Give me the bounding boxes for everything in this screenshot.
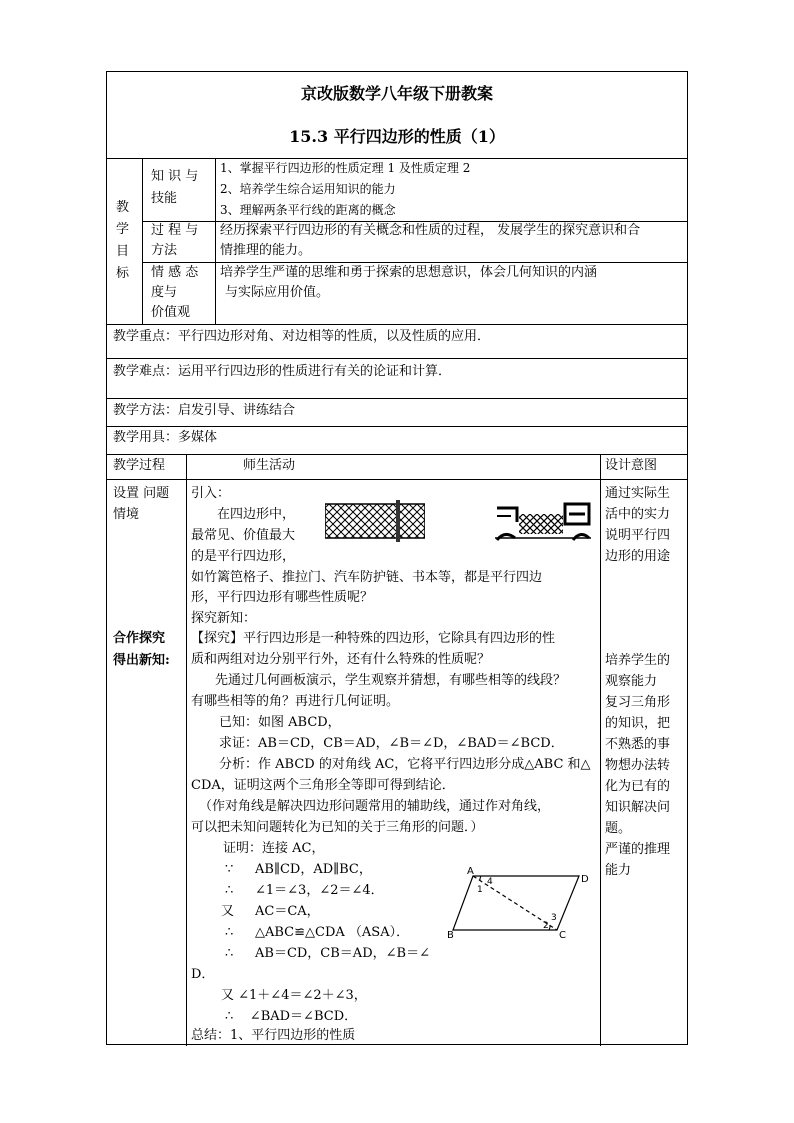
process-line-2: 情推理的能力。 xyxy=(220,243,312,258)
label-b: B xyxy=(447,930,454,941)
emotion-line-1: 培养学生严谨的思维和勇于探索的思想意识，体会几何知识的内涵 xyxy=(220,265,598,280)
design2-line-5: 不熟悉的事 xyxy=(605,737,671,752)
design2-line-11: 能力 xyxy=(605,863,632,878)
design2-line-2: 观察能力 xyxy=(605,674,658,689)
explore-line-4: 有哪些相等的角？再进行几何证明。 xyxy=(191,694,400,709)
proof-step-2: ∠1＝∠3，∠2＝∠4． xyxy=(255,883,384,898)
header-process: 教学过程 xyxy=(113,458,166,473)
design2-line-3: 复习三角形 xyxy=(605,695,671,710)
teaching-tools: 教学用具：多媒体 xyxy=(113,430,218,445)
intro-heading: 引入： xyxy=(191,486,231,501)
fence-picture xyxy=(325,500,425,542)
lesson-plan-table xyxy=(106,71,688,1045)
intro-line-6: 探究新知： xyxy=(191,611,257,626)
proof-symbol-3: 又 xyxy=(221,904,235,919)
knowledge-label-1: 知 识 与 xyxy=(151,169,199,184)
proof-symbol-4: ∴ xyxy=(225,925,234,940)
objectives-label-2: 学 xyxy=(116,222,130,237)
document-title: 京改版数学八年级下册教案 xyxy=(300,84,493,103)
design2-line-1: 培养学生的 xyxy=(605,653,671,668)
sliding-gate-picture xyxy=(495,500,591,546)
teaching-method: 教学方法：启发引导、讲练结合 xyxy=(113,403,296,418)
emotion-line-2: 与实际应用价值。 xyxy=(225,285,330,300)
angle-3: 3 xyxy=(551,913,557,923)
key-point: 教学重点：平行四边形对角、对边相等的性质，以及性质的应用． xyxy=(113,329,491,344)
label-d: D xyxy=(581,874,589,885)
proof-tail-3: ∴ ∠BAD＝∠BCD． xyxy=(225,1009,358,1024)
emotion-label-1: 情 感 态 xyxy=(151,265,199,280)
header-activity: 师生活动 xyxy=(243,458,296,473)
design2-line-4: 的知识，把 xyxy=(605,716,671,731)
design-line-4: 边形的用途 xyxy=(605,549,671,564)
explore-line-7: 分析：作 ABCD 的对角线 AC，它将平行四边形分成△ABC 和△ xyxy=(219,757,591,772)
knowledge-item-2: 2、培养学生综合运用知识的能力 xyxy=(220,182,396,196)
intro-line-3: 的是平行四边形， xyxy=(191,549,296,564)
proof-tail-1: D． xyxy=(191,967,215,982)
angle-4: 4 xyxy=(487,877,493,887)
emotion-label-2: 度与 xyxy=(151,285,178,300)
design2-line-10: 严谨的推理 xyxy=(605,842,671,857)
proof-tail-2: 又 ∠1＋∠4＝∠2＋∠3， xyxy=(221,988,367,1003)
stage2-label-1: 合作探究 xyxy=(113,631,166,646)
emotion-label-3: 价值观 xyxy=(151,305,191,320)
knowledge-label-2: 技能 xyxy=(151,191,178,206)
angle-1: 1 xyxy=(477,885,483,895)
explore-line-6: 求证：AB＝CD，CB＝AD，∠B＝∠D，∠BAD＝∠BCD． xyxy=(219,736,564,751)
process-label-2: 方法 xyxy=(151,243,178,258)
intro-line-5: 形，平行四边形有哪些性质呢？ xyxy=(191,590,374,605)
design2-line-7: 化为已有的 xyxy=(605,779,671,794)
proof-symbol-1: ∵ xyxy=(225,862,234,877)
lesson-title: 15.3 平行四边形的性质（1） xyxy=(289,127,505,146)
process-label-1: 过 程 与 xyxy=(151,223,199,238)
summary-line: 总结：1、平行四边形的性质 xyxy=(191,1028,356,1043)
explore-line-11: 证明：连接 AC， xyxy=(223,841,325,856)
explore-line-9: （作对角线是解决四边形问题常用的辅助线，通过作对角线， xyxy=(199,799,551,814)
parallelogram-figure xyxy=(447,864,593,944)
explore-line-2: 质和两组对边分别平行外，还有什么特殊的性质呢？ xyxy=(191,652,491,667)
design-line-3: 说明平行四 xyxy=(605,528,671,543)
angle-2: 2 xyxy=(543,921,549,931)
header-design: 设计意图 xyxy=(605,458,658,473)
difficulty: 教学难点：运用平行四边形的性质进行有关的论证和计算． xyxy=(113,364,452,379)
knowledge-item-1: 1、掌握平行四边形的性质定理 1 及性质定理 2 xyxy=(220,161,471,175)
intro-line-4: 如竹篱笆格子、推拉门、汽车防护链、书本等，都是平行四边 xyxy=(191,570,543,585)
process-line-1: 经历探索平行四边形的有关概念和性质的过程， 发展学生的探究意识和合 xyxy=(220,223,641,238)
intro-line-1: 在四边形中， xyxy=(217,507,296,522)
stage1-label-1: 设置 问题 xyxy=(113,486,170,501)
objectives-label-1: 教 xyxy=(116,200,130,215)
explore-line-10: 可以把未知问题转化为已知的关于三角形的问题．） xyxy=(191,820,484,835)
design-line-1: 通过实际生 xyxy=(605,486,671,501)
proof-step-5: AB＝CD，CB＝AD，∠B＝∠ xyxy=(255,946,430,961)
label-c: C xyxy=(559,930,566,941)
label-a: A xyxy=(467,866,474,877)
proof-step-1: AB∥CD，AD∥BC， xyxy=(255,862,372,877)
intro-line-2: 最常见、价值最大 xyxy=(191,528,296,543)
proof-symbol-2: ∴ xyxy=(225,883,234,898)
stage1-label-2: 情境 xyxy=(113,507,140,522)
objectives-label-4: 标 xyxy=(116,266,130,281)
proof-step-3: AC＝CA， xyxy=(255,904,320,919)
explore-line-5: 已知：如图 ABCD， xyxy=(219,715,341,730)
stage2-label-2: 得出新知: xyxy=(113,653,170,668)
design2-line-8: 知识解决问 xyxy=(605,800,671,815)
explore-line-3: 先通过几何画板演示，学生观察并猜想，有哪些相等的线段？ xyxy=(215,673,567,688)
proof-symbol-5: ∴ xyxy=(225,946,234,961)
explore-line-8: CDA，证明这两个三角形全等即可得到结论． xyxy=(191,778,455,793)
proof-step-4: △ABC≌△CDA （ASA）． xyxy=(255,925,410,940)
objectives-label-3: 目 xyxy=(116,244,130,259)
design2-line-9: 题。 xyxy=(605,821,632,836)
design2-line-6: 物想办法转 xyxy=(605,758,671,773)
design-line-2: 活中的实力 xyxy=(605,507,671,522)
explore-line-1: 【探究】平行四边形是一种特殊的四边形，它除具有四边形的性 xyxy=(191,631,556,646)
knowledge-item-3: 3、理解两条平行线的距离的概念 xyxy=(220,203,396,217)
